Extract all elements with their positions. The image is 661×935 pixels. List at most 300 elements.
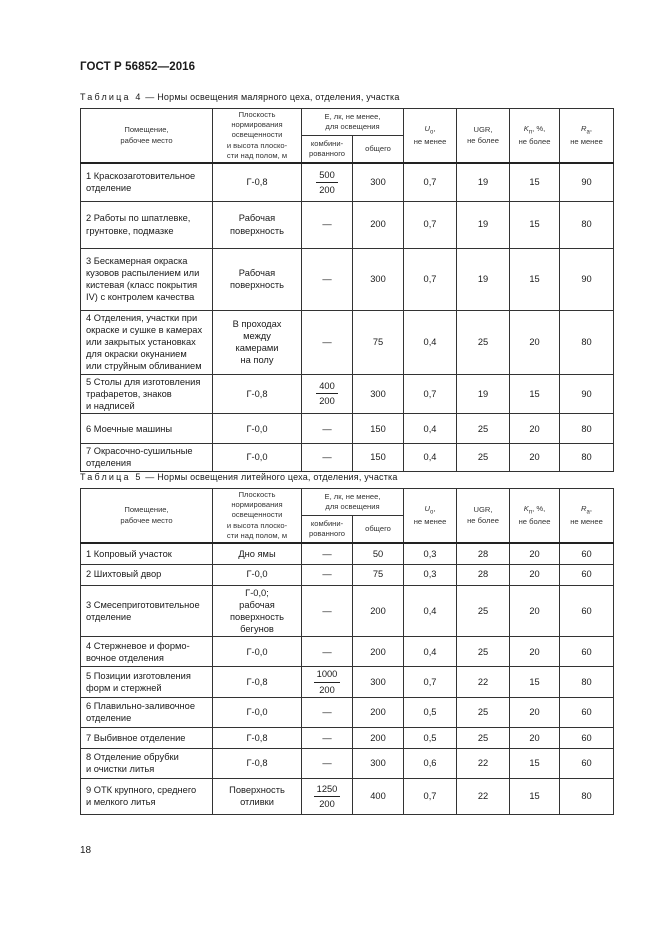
- uniformity-cell: 0,5: [404, 697, 457, 727]
- general-cell: 200: [353, 727, 404, 748]
- combined-cell: [302, 667, 353, 697]
- r-note: не менее: [570, 517, 603, 527]
- r-tail: ,: [589, 123, 592, 133]
- pulsation-cell: 15: [510, 778, 560, 814]
- uniformity-cell: 0,4: [404, 444, 457, 471]
- combined-cell: —: [302, 564, 353, 585]
- header-plane: [213, 109, 302, 164]
- header-combined-line: рованного: [308, 148, 346, 158]
- plane-cell: [213, 414, 302, 444]
- header-room-line: рабочее место: [120, 135, 173, 145]
- u-main: U: [424, 503, 431, 513]
- uniformity-cell: 0,5: [404, 727, 457, 748]
- ugr-cell: 22: [457, 667, 510, 697]
- pulsation-cell: 20: [510, 543, 560, 564]
- room-cell: [81, 585, 213, 637]
- color-rendering-cell: 80: [560, 310, 614, 374]
- ugr-note: не более: [467, 515, 499, 525]
- plane-cell: [213, 748, 302, 778]
- fraction: [316, 169, 338, 196]
- table-row: [81, 667, 614, 697]
- header-illuminance: [302, 109, 404, 136]
- k-main: K: [523, 123, 529, 133]
- plane-line: Рабочая: [238, 267, 276, 278]
- r-sub: a: [586, 509, 590, 516]
- plane-cell: [213, 727, 302, 748]
- uniformity-cell: 0,7: [404, 374, 457, 414]
- header-illuminance-line: для освещения: [325, 121, 380, 131]
- header-combined: [302, 135, 353, 163]
- combined-cell: —: [302, 248, 353, 310]
- header-illuminance-line: для освещения: [325, 501, 380, 511]
- ugr-cell: 19: [457, 248, 510, 310]
- table-row: [81, 727, 614, 748]
- room-cell: [81, 543, 213, 564]
- general-cell: 75: [353, 564, 404, 585]
- ugr-cell: 25: [457, 414, 510, 444]
- header-plane-line: Плоскость: [238, 490, 276, 499]
- plane-line: Г-0,0: [246, 452, 268, 463]
- header-plane-line: и высота плоско-: [226, 520, 288, 530]
- plane-line: Г-0,8: [246, 758, 268, 769]
- page-number: 18: [80, 845, 92, 856]
- color-rendering-cell: 60: [560, 748, 614, 778]
- plane-cell: [213, 248, 302, 310]
- room-line: и надписей: [86, 400, 135, 411]
- combined-cell: —: [302, 748, 353, 778]
- header-combined-line: рованного: [308, 528, 346, 538]
- header-room: [81, 489, 213, 544]
- plane-line: Г-0,0: [246, 646, 268, 657]
- plane-cell: [213, 778, 302, 814]
- room-cell: [81, 163, 213, 201]
- u-note: не менее: [413, 517, 447, 527]
- table-row: [81, 414, 614, 444]
- color-rendering-cell: 80: [560, 414, 614, 444]
- plane-cell: [213, 564, 302, 585]
- uniformity-cell: 0,3: [404, 543, 457, 564]
- header-color-rendering: [560, 489, 614, 544]
- pulsation-cell: 20: [510, 564, 560, 585]
- room-line: и очистки литья: [86, 764, 155, 775]
- room-line: или струйным обливанием: [86, 361, 202, 372]
- room-cell: [81, 374, 213, 414]
- plane-cell: [213, 310, 302, 374]
- general-cell: 400: [353, 778, 404, 814]
- header-plane-line: освещенности: [231, 130, 283, 140]
- color-rendering-cell: 90: [560, 374, 614, 414]
- room-line: или закрытых установках: [86, 336, 196, 347]
- fraction: [314, 668, 341, 695]
- pulsation-cell: 15: [510, 667, 560, 697]
- ugr-cell: 25: [457, 444, 510, 471]
- plane-cell: [213, 374, 302, 414]
- header-plane-line: нормирования: [231, 120, 283, 130]
- header-combined: [302, 515, 353, 543]
- plane-line: между: [243, 330, 271, 341]
- plane-line: на полу: [240, 355, 274, 366]
- r-note: не менее: [570, 137, 603, 147]
- ugr-cell: 28: [457, 564, 510, 585]
- general-cell: 300: [353, 667, 404, 697]
- room-line: 2 Шихтовый двор: [86, 569, 162, 580]
- plane-cell: [213, 201, 302, 248]
- table-5-caption: [80, 472, 398, 482]
- k-note: не более: [518, 137, 551, 147]
- pulsation-cell: 20: [510, 637, 560, 667]
- room-line: трафаретов, знаков: [86, 388, 172, 399]
- header-illuminance: [302, 489, 404, 516]
- color-rendering-cell: 60: [560, 585, 614, 637]
- header-illuminance-line: E, лк, не менее,: [324, 111, 381, 121]
- combined-cell: [302, 374, 353, 414]
- plane-line: Дно ямы: [238, 548, 276, 559]
- room-line: отделение: [86, 611, 132, 622]
- room-line: грунтовке, подмазке: [86, 225, 174, 236]
- room-line: форм и стержней: [86, 683, 162, 694]
- room-line: 1 Краскозаготовительное: [86, 171, 196, 182]
- room-cell: [81, 727, 213, 748]
- uniformity-cell: 0,4: [404, 414, 457, 444]
- combined-cell: —: [302, 310, 353, 374]
- table-row: [81, 637, 614, 667]
- ugr-cell: 25: [457, 697, 510, 727]
- general-cell: 75: [353, 310, 404, 374]
- combined-cell: [302, 163, 353, 201]
- table-4-title: — Нормы освещения малярного цеха, отделения, участка: [142, 92, 400, 102]
- combined-cell: [302, 778, 353, 814]
- plane-line: Г-0,0;: [245, 587, 269, 598]
- general-cell: 200: [353, 697, 404, 727]
- color-rendering-cell: 80: [560, 667, 614, 697]
- pulsation-cell: 20: [510, 414, 560, 444]
- uniformity-cell: 0,7: [404, 667, 457, 697]
- general-cell: 300: [353, 748, 404, 778]
- plane-cell: [213, 163, 302, 201]
- pulsation-cell: 15: [510, 374, 560, 414]
- pulsation-cell: 15: [510, 201, 560, 248]
- header-room-line: Помещение,: [124, 505, 169, 515]
- k-sub: п: [528, 509, 533, 516]
- general-cell: 300: [353, 374, 404, 414]
- room-line: 8 Отделение обрубки: [86, 752, 179, 763]
- header-combined-line: комбини-: [310, 518, 344, 528]
- r-main: R: [581, 123, 587, 133]
- pulsation-cell: 20: [510, 697, 560, 727]
- plane-line: Г-0,0: [246, 707, 268, 718]
- room-line: 5 Позиции изготовления: [86, 670, 191, 681]
- fraction-numerator: 1250: [314, 783, 341, 797]
- r-main: R: [581, 503, 587, 513]
- combined-cell: —: [302, 637, 353, 667]
- uniformity-cell: 0,7: [404, 248, 457, 310]
- combined-cell: —: [302, 414, 353, 444]
- plane-line: поверхность: [230, 611, 284, 622]
- fraction-denominator: 200: [319, 684, 335, 695]
- header-plane-line: Плоскость: [238, 110, 276, 119]
- u-symbol: [424, 123, 436, 136]
- fraction: [314, 783, 341, 810]
- header-room: [81, 109, 213, 164]
- plane-cell: [213, 444, 302, 471]
- room-cell: [81, 667, 213, 697]
- ugr-cell: 22: [457, 748, 510, 778]
- room-cell: [81, 310, 213, 374]
- ugr-cell: 25: [457, 310, 510, 374]
- room-line: 6 Моечные машины: [86, 423, 173, 434]
- ugr-cell: 25: [457, 637, 510, 667]
- plane-line: поверхность: [230, 225, 284, 236]
- pulsation-cell: 20: [510, 444, 560, 471]
- header-plane-line: сти над полом, м: [226, 150, 288, 160]
- combined-cell: —: [302, 543, 353, 564]
- room-cell: [81, 564, 213, 585]
- plane-line: Г-0,8: [246, 732, 268, 743]
- room-line: 5 Столы для изготовления: [86, 376, 201, 387]
- ugr-note: не более: [467, 135, 499, 145]
- color-rendering-cell: 80: [560, 778, 614, 814]
- room-line: отделение: [86, 713, 132, 724]
- room-cell: [81, 444, 213, 471]
- plane-line: Рабочая: [238, 213, 276, 224]
- combined-cell: —: [302, 585, 353, 637]
- table-row: [81, 748, 614, 778]
- plane-line: рабочая: [239, 599, 275, 610]
- general-cell: 300: [353, 248, 404, 310]
- plane-cell: [213, 585, 302, 637]
- plane-cell: [213, 667, 302, 697]
- fraction-numerator: 1000: [314, 668, 341, 682]
- r-symbol: [581, 123, 592, 136]
- header-row: [81, 489, 614, 516]
- plane-cell: [213, 543, 302, 564]
- ugr-cell: 28: [457, 543, 510, 564]
- table-row: [81, 163, 614, 201]
- table-row: [81, 444, 614, 471]
- pulsation-cell: 15: [510, 248, 560, 310]
- color-rendering-cell: 60: [560, 697, 614, 727]
- room-cell: [81, 201, 213, 248]
- ugr-cell: 19: [457, 163, 510, 201]
- plane-cell: [213, 637, 302, 667]
- uniformity-cell: 0,6: [404, 748, 457, 778]
- color-rendering-cell: 80: [560, 444, 614, 471]
- combined-cell: —: [302, 727, 353, 748]
- room-line: 9 ОТК крупного, среднего: [86, 785, 197, 796]
- table-row: [81, 778, 614, 814]
- room-line: 7 Выбивное отделение: [86, 732, 186, 743]
- room-line: 4 Стержневое и формо-: [86, 640, 190, 651]
- table-4: [80, 108, 614, 472]
- color-rendering-cell: 60: [560, 637, 614, 667]
- plane-cell: [213, 697, 302, 727]
- k-main: K: [523, 503, 529, 513]
- header-plane-line: и высота плоско-: [226, 140, 288, 150]
- header-room-line: рабочее место: [120, 515, 173, 525]
- k-tail: , %,: [532, 123, 546, 133]
- table-row: [81, 310, 614, 374]
- header-plane-line: сти над полом, м: [226, 530, 288, 540]
- header-plane-line: освещенности: [231, 510, 283, 520]
- ugr-main: UGR,: [473, 125, 493, 135]
- uniformity-cell: 0,7: [404, 201, 457, 248]
- table-row: [81, 697, 614, 727]
- room-cell: [81, 778, 213, 814]
- general-cell: 200: [353, 201, 404, 248]
- general-cell: 150: [353, 414, 404, 444]
- room-line: 2 Работы по шпатлевке,: [86, 213, 191, 224]
- ugr-cell: 19: [457, 201, 510, 248]
- pulsation-cell: 20: [510, 585, 560, 637]
- ugr-cell: 19: [457, 374, 510, 414]
- color-rendering-cell: 90: [560, 163, 614, 201]
- u-main: U: [424, 123, 431, 133]
- color-rendering-cell: 60: [560, 727, 614, 748]
- u-symbol: [424, 503, 436, 516]
- pulsation-cell: 20: [510, 310, 560, 374]
- room-cell: [81, 637, 213, 667]
- room-line: 6 Плавильно-заливочное: [86, 701, 196, 712]
- header-row: [81, 109, 614, 136]
- header-color-rendering: [560, 109, 614, 164]
- fraction-denominator: 200: [319, 798, 335, 809]
- room-line: вочное отделения: [86, 652, 164, 663]
- general-cell: 150: [353, 444, 404, 471]
- header-ugr: [457, 109, 510, 164]
- plane-line: В проходах: [232, 318, 282, 329]
- uniformity-cell: 0,7: [404, 163, 457, 201]
- room-line: 1 Копровый участок: [86, 548, 172, 559]
- color-rendering-cell: 60: [560, 543, 614, 564]
- room-line: окраске и сушке в камерах: [86, 324, 203, 335]
- r-sub: a: [586, 129, 590, 136]
- header-plane-line: нормирования: [231, 500, 283, 510]
- header-plane: [213, 489, 302, 544]
- room-line: 3 Бескамерная окраска: [86, 255, 188, 266]
- plane-line: Г-0,8: [246, 676, 268, 687]
- table-row: [81, 248, 614, 310]
- combined-cell: —: [302, 697, 353, 727]
- general-cell: 300: [353, 163, 404, 201]
- header-uniformity: [404, 109, 457, 164]
- room-cell: [81, 697, 213, 727]
- table-row: [81, 564, 614, 585]
- document-title: ГОСТ Р 56852—2016: [80, 61, 196, 73]
- table-5-title: — Нормы освещения литейного цеха, отделения, участка: [142, 472, 398, 482]
- pulsation-cell: 15: [510, 748, 560, 778]
- plane-line: Г-0,0: [246, 569, 268, 580]
- room-line: отделения: [86, 458, 132, 469]
- pulsation-cell: 20: [510, 727, 560, 748]
- room-line: 7 Окрасочно-сушильные: [86, 446, 193, 457]
- room-line: кузовов распылением или: [86, 267, 200, 278]
- room-line: 3 Смесеприготовительное: [86, 599, 200, 610]
- u-tail: ,: [433, 123, 436, 133]
- plane-line: бегунов: [240, 624, 274, 635]
- uniformity-cell: 0,4: [404, 637, 457, 667]
- color-rendering-cell: 80: [560, 201, 614, 248]
- table-row: [81, 585, 614, 637]
- general-cell: 200: [353, 585, 404, 637]
- table-5-label: Таблица 5: [80, 472, 143, 482]
- table-row: [81, 201, 614, 248]
- ugr-cell: 25: [457, 585, 510, 637]
- room-line: и мелкого литья: [86, 797, 156, 808]
- header-combined-line: комбини-: [310, 138, 344, 148]
- u-tail: ,: [433, 503, 436, 513]
- k-note: не более: [518, 517, 551, 527]
- general-cell: 50: [353, 543, 404, 564]
- k-sub: п: [528, 129, 533, 136]
- header-pulsation: [510, 109, 560, 164]
- plane-line: Г-0,8: [246, 388, 268, 399]
- fraction-denominator: 200: [319, 184, 335, 195]
- plane-line: Г-0,0: [246, 423, 268, 434]
- plane-line: поверхность: [230, 280, 284, 291]
- color-rendering-cell: 90: [560, 248, 614, 310]
- ugr-main: UGR,: [473, 505, 493, 515]
- general-cell: 200: [353, 637, 404, 667]
- combined-cell: —: [302, 201, 353, 248]
- ugr-cell: 25: [457, 727, 510, 748]
- plane-line: Поверхность: [229, 785, 285, 796]
- r-tail: ,: [589, 503, 592, 513]
- table-4-label: Таблица 4: [80, 92, 143, 102]
- fraction-numerator: 400: [316, 380, 338, 394]
- fraction: [316, 380, 338, 407]
- fraction-numerator: 500: [316, 169, 338, 183]
- uniformity-cell: 0,7: [404, 778, 457, 814]
- plane-line: отливки: [240, 797, 274, 808]
- header-general: общего: [353, 515, 404, 543]
- k-tail: , %,: [532, 503, 546, 513]
- room-line: кистевая (класс покрытия: [86, 280, 198, 291]
- room-line: IV) с контролем качества: [86, 292, 195, 303]
- header-pulsation: [510, 489, 560, 544]
- table-row: [81, 374, 614, 414]
- k-symbol: [523, 503, 546, 516]
- header-illuminance-line: E, лк, не менее,: [324, 491, 381, 501]
- room-line: для окраски окунанием: [86, 349, 187, 360]
- table-row: [81, 543, 614, 564]
- ugr-cell: 22: [457, 778, 510, 814]
- u-note: не менее: [413, 137, 447, 147]
- header-general: общего: [353, 135, 404, 163]
- r-symbol: [581, 503, 592, 516]
- combined-cell: —: [302, 444, 353, 471]
- header-uniformity: [404, 489, 457, 544]
- plane-line: Г-0,8: [246, 177, 268, 188]
- header-room-line: Помещение,: [124, 125, 169, 135]
- pulsation-cell: 15: [510, 163, 560, 201]
- fraction-denominator: 200: [319, 396, 335, 407]
- color-rendering-cell: 60: [560, 564, 614, 585]
- room-line: 4 Отделения, участки при: [86, 312, 198, 323]
- uniformity-cell: 0,4: [404, 585, 457, 637]
- room-cell: [81, 248, 213, 310]
- plane-line: камерами: [235, 343, 279, 354]
- room-line: отделение: [86, 183, 132, 194]
- u-sub: o: [430, 129, 434, 136]
- table-5: [80, 488, 614, 815]
- table-4-caption: [80, 92, 400, 102]
- k-symbol: [523, 123, 546, 136]
- uniformity-cell: 0,3: [404, 564, 457, 585]
- uniformity-cell: 0,4: [404, 310, 457, 374]
- room-cell: [81, 748, 213, 778]
- room-cell: [81, 414, 213, 444]
- u-sub: o: [430, 509, 434, 516]
